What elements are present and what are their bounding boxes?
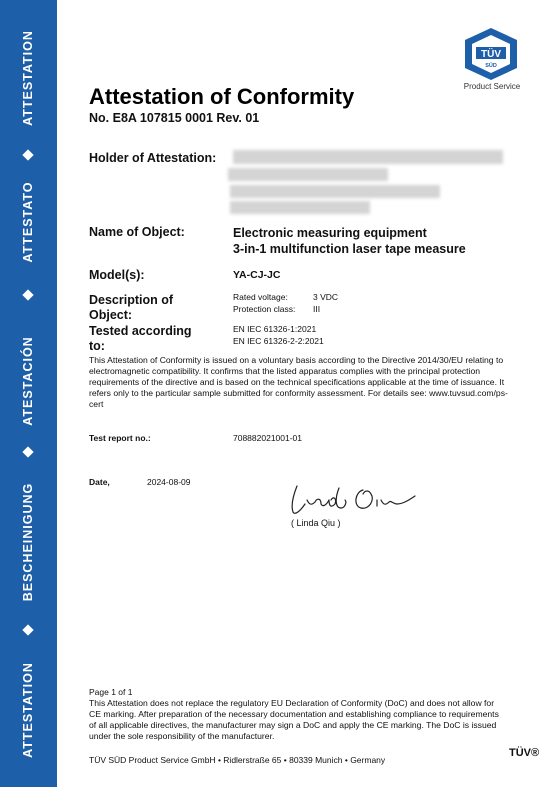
protection-class-value: III: [313, 304, 321, 314]
report-label: Test report no.:: [89, 433, 151, 443]
diamond-icon: [22, 149, 33, 160]
object-label: Name of Object:: [89, 225, 185, 239]
model-value: YA-CJ-JC: [233, 269, 281, 281]
tuv-sud-logo: [461, 26, 521, 82]
holder-label: Holder of Attestation:: [89, 151, 217, 165]
handwritten-signature: [285, 478, 425, 518]
rated-voltage-value: 3 VDC: [313, 292, 339, 302]
date-value: 2024-08-09: [147, 477, 191, 487]
rated-voltage-key: Rated voltage:: [233, 292, 288, 302]
sidebar-word: BESCHEINIGUNG: [21, 482, 35, 602]
object-line-1: Electronic measuring equipment: [233, 226, 427, 240]
statement-paragraph: This Attestation of Conformity is issued on a voluntary basis according to the Directive 2014/30/EU relating to electromagnetic compatibility. It confirms that the listed apparatus complies with the principal protection requirements of the directive and is based on the technical specifications applicable at the time of issuance. It refers only to the particular sample submitted for conformity assessment. For details see: www.tuvsud.com/ps-cert: [89, 355, 508, 409]
sidebar-word: ATTESTATION: [21, 662, 35, 758]
standard-1: EN IEC 61326-1:2021: [233, 324, 317, 334]
svg-text:SÜD: SÜD: [485, 63, 497, 69]
signatory-name: ( Linda Qiu ): [291, 518, 341, 528]
redacted-holder-line: [233, 150, 503, 164]
report-value: 708882021001-01: [233, 433, 303, 443]
tuv-trademark: TÜV®: [509, 747, 540, 759]
redacted-holder-line: [230, 201, 370, 214]
company-address: TÜV SÜD Product Service GmbH • Ridlerstraße 65 • 80339 Munich • Germany: [89, 755, 386, 765]
standard-2: EN IEC 61326-2-2:2021: [233, 336, 324, 346]
date-label: Date,: [89, 477, 110, 487]
sidebar-word: ATTESTATION: [21, 30, 35, 126]
svg-text:TÜV: TÜV: [481, 49, 501, 60]
protection-class-key: Protection class:: [233, 304, 296, 314]
sidebar-word: ATESTACIÓN: [21, 336, 35, 426]
diamond-icon: [22, 446, 33, 457]
disclaimer-paragraph: This Attestation does not replace the regulatory EU Declaration of Conformity (DoC) and does not allow for CE marking. After preparation of the necessary documentation and establishing compliance to requirements of all applicable directives, the manufacturer may sign a DoC and apply the CE marking. The DoC is issued under the sole responsibility of the manufacturer.: [89, 698, 499, 741]
sidebar-band: [0, 0, 57, 787]
object-line-2: 3-in-1 multifunction laser tape measure: [233, 242, 466, 256]
diamond-icon: [22, 624, 33, 635]
logo-caption: Product Service: [463, 82, 521, 91]
tested-label: Tested according to:: [89, 324, 192, 353]
attestation-number: No. E8A 107815 0001 Rev. 01: [89, 111, 260, 125]
sidebar-word: ATTESTATO: [21, 181, 35, 263]
description-label: Description of Object:: [89, 293, 174, 322]
diamond-icon: [22, 289, 33, 300]
model-label: Model(s):: [89, 268, 145, 282]
redacted-holder-line: [230, 185, 440, 198]
page-number: Page 1 of 1: [89, 687, 133, 697]
page-title: Attestation of Conformity: [89, 84, 355, 109]
redacted-holder-line: [228, 168, 388, 181]
